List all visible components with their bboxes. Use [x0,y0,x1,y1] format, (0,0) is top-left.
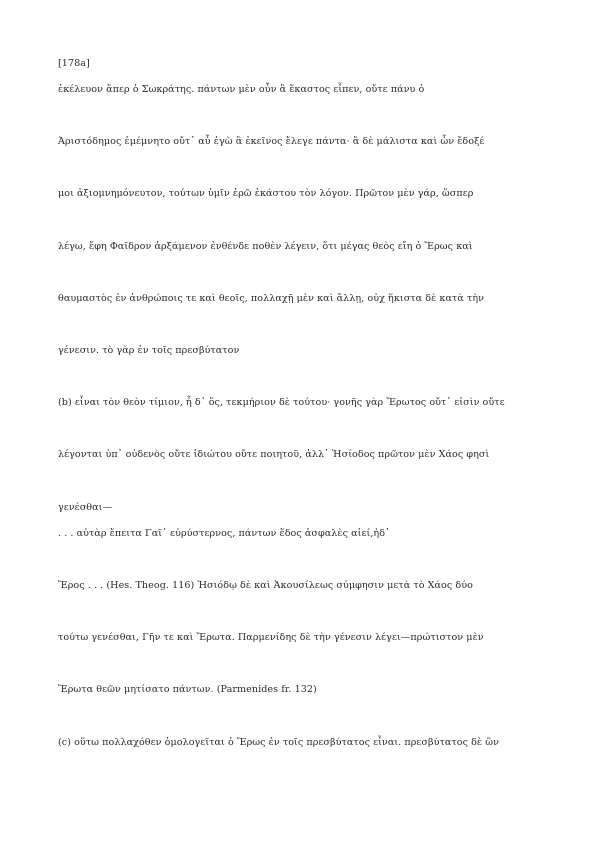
text-line: μοι ἀξιομνημόνευτον, τούτων ὑμῖν ἐρῶ ἑκάστου τὸν λόγον. Πρῶτον μὲν γάρ, ὥσπερ [58,188,474,199]
text-line: ἐκέλευον ἅπερ ὁ Σωκράτης. πάντων μὲν οὖν ἃ ἕκαστος εἶπεν, οὔτε πάνυ ὁ [58,84,425,95]
text-line: Ἔρωτα θεῶν μητίσατο πάντων. (Parmenides fr. 132) [58,684,317,695]
text-line: γένεσιν. τὸ γὰρ ἐν τοῖς πρεσβύτατον [58,345,240,356]
text-line: θαυμαστὸς ἐν ἀνθρώποις τε καὶ θεοῖς, πολλαχῇ μὲν καὶ ἄλλῃ, οὐχ ἥκιστα δὲ κατὰ τὴν [58,293,485,304]
text-line: λέγονται ὑπ᾽ οὐδενὸς οὔτε ἰδιώτου οὔτε ποιητοῦ, ἀλλ᾽ Ἡσίοδος πρῶτον μὲν Χάος φησὶ [58,449,490,460]
section-marker: [178a] [58,58,90,69]
text-line: λέγω, ἔφη Φαῖδρον ἀρξάμενον ἐνθένδε ποθὲν λέγειν, ὅτι μέγας θεὸς εἴη ὁ Ἔρως καὶ [58,241,473,252]
verse-quotation: . . . αὐτὰρ ἔπειτα Γαῖ᾽ εὐρύστερνος, πάντων ἕδος ἀσφαλὲς αἰεί,ἠδ᾽ [58,528,390,539]
text-line: τούτω γενέσθαι, Γῆν τε καὶ Ἔρωτα. Παρμενίδης δὲ τὴν γένεσιν λέγει—πρώτιστον μὲν [58,632,484,643]
text-line: γενέσθαι— [58,502,113,513]
text-line: Ἔρος . . . (Hes. Theog. 116) Ἡσιόδῳ δὲ καὶ Ἀκουσίλεως σύμφησιν μετὰ τὸ Χάος δύο [58,580,473,591]
text-line: (b) εἶναι τὸν θεὸν τίμιον, ἦ δ᾽ ὅς, τεκμήριον δὲ τούτου· γονῆς γὰρ Ἔρωτος οὔτ᾽ εἰσὶν οὔτε [58,397,505,408]
text-line: (c) οὕτω πολλαχόθεν ὁμολογεῖται ὁ Ἔρως ἐν τοῖς πρεσβύτατος εἶναι. πρεσβύτατος δὲ ὢν [58,737,499,748]
text-line: Ἀριστόδημος ἐμέμνητο οὔτ᾽ αὖ ἐγὼ ἃ ἐκεῖνος ἔλεγε πάντα· ἃ δὲ μάλιστα καὶ ὧν ἔδοξέ [58,136,485,147]
